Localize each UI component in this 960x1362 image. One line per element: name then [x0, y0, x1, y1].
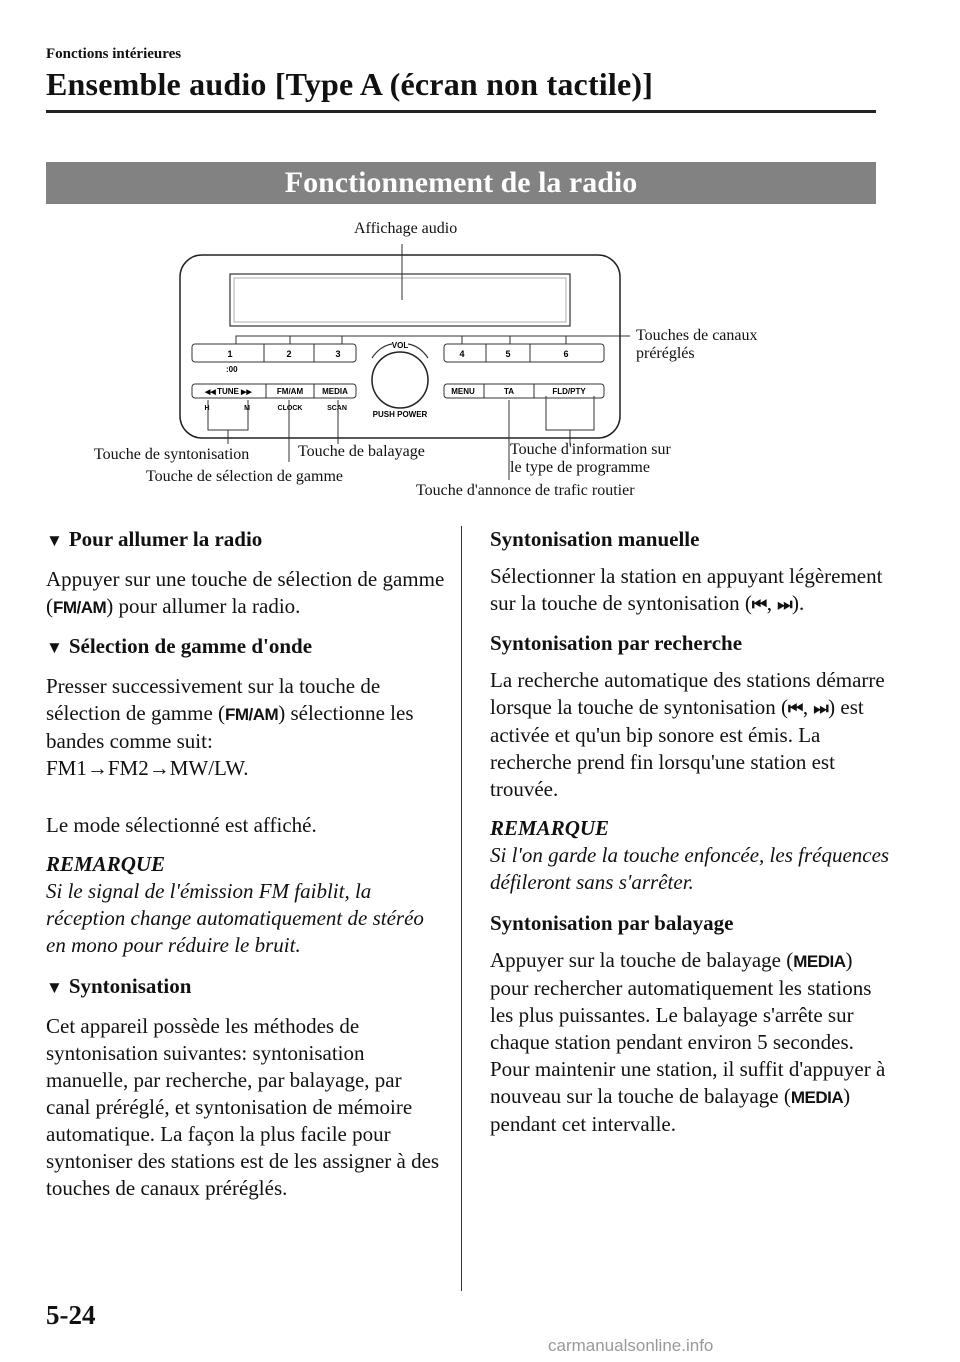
- paragraph-mode-displayed: Le mode sélectionné est affiché.: [46, 813, 317, 837]
- preset-buttons-left: [192, 344, 356, 362]
- callout-scan-button: Touche de balayage: [298, 443, 425, 460]
- right-column: [490, 526, 890, 1150]
- seek-back-icon: ⏮: [751, 595, 767, 614]
- callout-band-button: Touche de sélection de gamme: [146, 468, 344, 485]
- clock-button-label: CLOCK: [277, 405, 303, 412]
- column-divider: [461, 526, 462, 1291]
- function-buttons-left: [192, 384, 356, 398]
- tune-label: TUNE: [217, 387, 239, 396]
- header-rule: [46, 110, 876, 113]
- callout-preset-buttons: Touches de canaux préréglés: [636, 327, 758, 362]
- radio-panel-diagram: [0, 210, 960, 510]
- preset-2-label: 2: [286, 349, 292, 359]
- fm-am-button-glyph: FM/AM: [225, 705, 279, 724]
- preset-4-label: 4: [459, 349, 465, 359]
- left-column: [46, 526, 446, 1214]
- function-buttons-right: [444, 384, 604, 398]
- svg-text:▶▶: ▶▶: [241, 389, 252, 396]
- section-label: Fonctions intérieures: [46, 46, 182, 62]
- note-title: REMARQUE: [490, 816, 610, 840]
- note-title: REMARQUE: [46, 852, 166, 876]
- seek-back-icon: ⏮: [788, 699, 803, 718]
- triangle-down-icon: ▼: [46, 978, 63, 997]
- callout-tuning-button: Touche de syntonisation: [94, 446, 250, 463]
- paragraph-scan-tuning: Appuyer sur la touche de balayage (MEDIA) pour rechercher automatiquement les stations les plus puissantes. Le balayage s'arrête sur chaque station pendant environ 5 secondes. Pour maintenir une station, il suffit d'appuyer à nouveau sur la touche de balayage (MEDIA) pendant cet intervalle.: [490, 948, 886, 1136]
- fm-am-label: FM/AM: [276, 387, 304, 396]
- heading-tuning: ▼ Syntonisation: [46, 974, 192, 998]
- m-label: M: [244, 405, 250, 412]
- page-title: Ensemble audio [Type A (écran non tactile)]: [46, 66, 654, 102]
- fm-am-button-glyph: FM/AM: [53, 598, 107, 617]
- vol-label: VOL: [391, 341, 409, 350]
- section-banner: Fonctionnement de la radio: [46, 162, 876, 204]
- h-label: H: [204, 405, 210, 412]
- fld-pty-label: FLD/PTY: [552, 387, 586, 396]
- preset-3-label: 3: [335, 349, 341, 359]
- svg-text:◀◀: ◀◀: [205, 389, 216, 396]
- heading-band-select: ▼ Sélection de gamme d'onde: [46, 634, 313, 658]
- callout-pty-button: Touche d'information sur le type de programme: [510, 441, 671, 476]
- triangle-down-icon: ▼: [46, 638, 63, 657]
- media-label: MEDIA: [322, 387, 348, 396]
- paragraph-tuning: Cet appareil possède les méthodes de syntonisation suivantes: syntonisation manuelle, par recherche, par balayage, par canal préréglé, et syntonisation de mémoire automatique. La façon la plus facile pour syntoniser des stations est de les assigner à des touches de canaux préréglés.: [46, 1014, 440, 1200]
- paragraph-seek-tuning: La recherche automatique des stations démarre lorsque la touche de syntonisation (⏮, ⏭) est activée et qu'un bip sonore est émis. La recherche prend fin lorsqu'une station est trouvée.: [490, 668, 885, 801]
- clock-text: :00: [226, 365, 238, 374]
- preset-buttons-right: [444, 344, 604, 362]
- preset-1-label: 1: [227, 349, 233, 359]
- media-button-glyph: MEDIA: [790, 1088, 844, 1107]
- paragraph-power-on: Appuyer sur une touche de sélection de gamme (FM/AM) pour allumer la radio.: [46, 567, 445, 618]
- page-number: 5-24: [46, 1300, 96, 1330]
- heading-seek-tuning: Syntonisation par recherche: [490, 631, 743, 655]
- heading-power-on: ▼ Pour allumer la radio: [46, 527, 263, 551]
- audio-display: [230, 274, 570, 326]
- paragraph-manual-tuning: Sélectionner la station en appuyant légèrement sur la touche de syntonisation (⏮, ⏭).: [490, 564, 883, 615]
- volume-knob: [372, 352, 428, 408]
- preset-5-label: 5: [505, 349, 511, 359]
- note-text: Si le signal de l'émission FM faiblit, la réception change automatiquement de stéréo en mono pour réduire le bruit.: [46, 879, 424, 957]
- callout-audio-display: Affichage audio: [354, 220, 458, 237]
- heading-scan-tuning: Syntonisation par balayage: [490, 911, 734, 935]
- paragraph-band-select: Presser successivement sur la touche de sélection de gamme (FM/AM) sélectionne les bandes comme suit:: [46, 674, 414, 753]
- media-button-glyph: MEDIA: [793, 952, 846, 971]
- heading-manual-tuning: Syntonisation manuelle: [490, 527, 700, 551]
- push-power-label: PUSH POWER: [372, 410, 428, 419]
- seek-forward-icon: ⏭: [813, 699, 829, 718]
- menu-label: MENU: [451, 387, 475, 396]
- scan-label: SCAN: [327, 405, 347, 412]
- seek-forward-icon: ⏭: [777, 595, 792, 614]
- watermark: carmanualsonline.info: [548, 1336, 714, 1355]
- callout-ta-button: Touche d'annonce de trafic routier: [416, 482, 635, 499]
- ta-label: TA: [503, 387, 515, 396]
- band-sequence: FM1→FM2→MW/LW.: [46, 756, 249, 780]
- triangle-down-icon: ▼: [46, 531, 63, 550]
- note-text: Si l'on garde la touche enfoncée, les fréquences défileront sans s'arrêter.: [490, 843, 890, 894]
- preset-6-label: 6: [563, 349, 569, 359]
